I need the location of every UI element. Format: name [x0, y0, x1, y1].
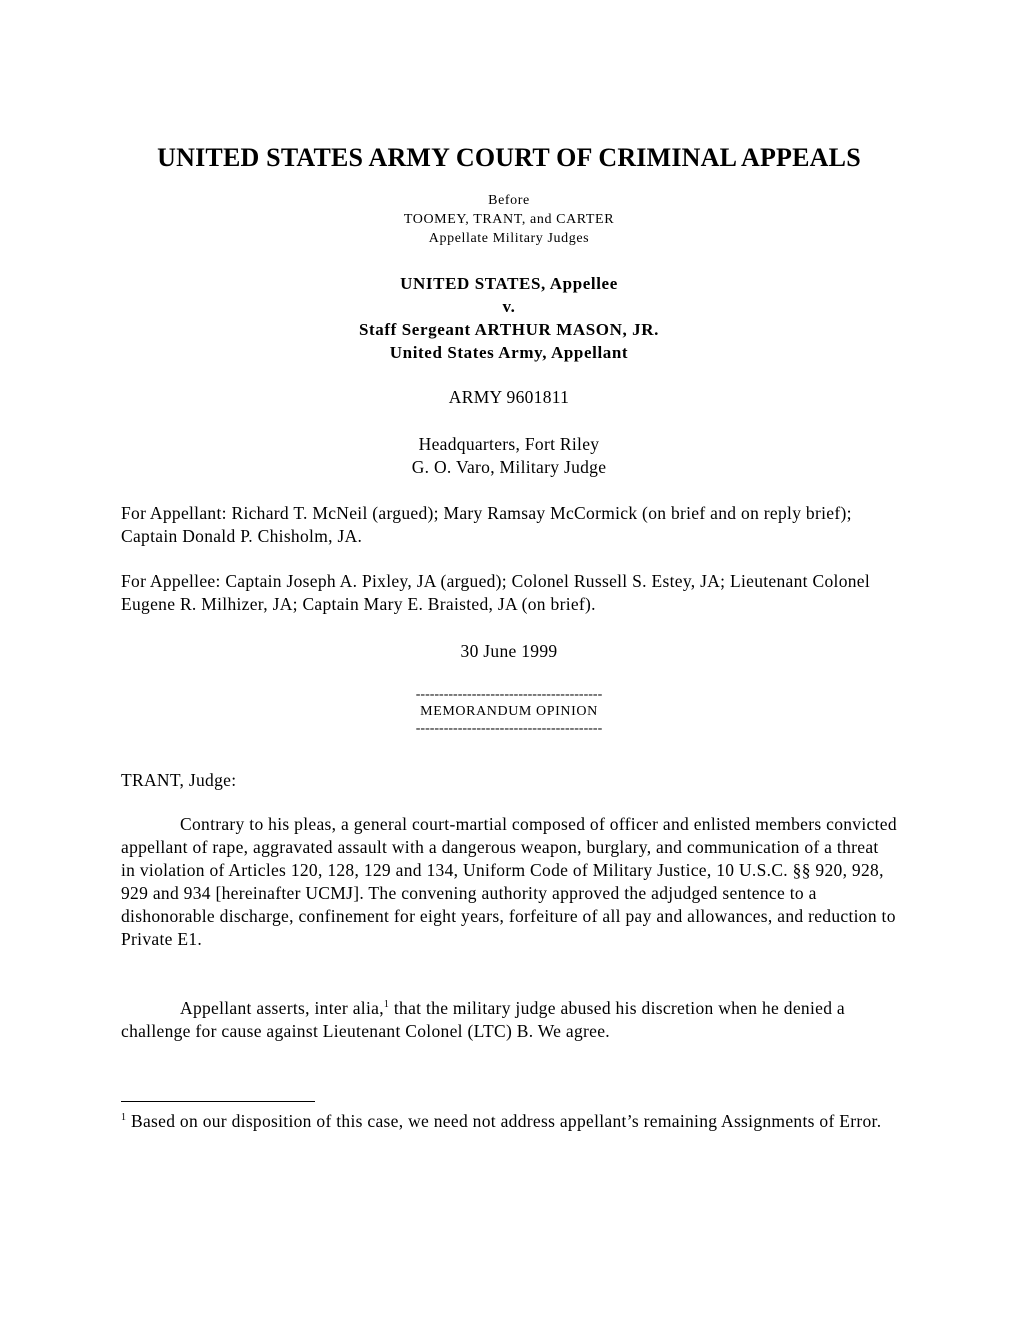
before-label: Before [488, 193, 530, 208]
trial-judge: G. O. Varo, Military Judge [411, 457, 607, 477]
court-title: UNITED STATES ARMY COURT OF CRIMINAL APPEALS [157, 143, 861, 172]
judges-names: TOOMEY, TRANT, and CARTER [403, 212, 615, 227]
paragraph-1: Contrary to his pleas, a general court-martial composed of officer and enlisted members convicted appellant of rape, aggravated assault with a dangerous weapon, burglary, and communication of a threat in violation of Articles 120, 128, 129 and 134, Uniform Code of Military Justice, 10 U.S.C. §§ 920, 928, 929 and 934 [hereinafter UCMJ]. The convening authority approved the adjudged sentence to a dishonorable discharge, confinement for eight years, forfeiture of all pay and allowances, and reduction to Private E1. [121, 814, 897, 949]
trial-location: Headquarters, Fort Riley [418, 434, 600, 454]
banner-rule-bottom: ---------------------------------------- [415, 721, 603, 736]
appellant-unit: United States Army, Appellant [389, 343, 629, 362]
footnote-ref[interactable]: 1 [383, 999, 390, 1011]
footnote-divider [121, 1101, 315, 1102]
footnote-text: Based on our disposition of this case, we need not address appellant’s remaining Assignments of Error. [126, 1111, 882, 1131]
footnote [121, 1110, 897, 1133]
opinion-banner [121, 687, 897, 737]
opinion-author: TRANT, Judge: [121, 770, 237, 790]
footnote-number: 1 [121, 1112, 127, 1124]
judges-title: Appellate Military Judges [428, 231, 590, 246]
paragraph-2-rest: that the military judge abused his discretion when he denied a challenge for cause against Lieutenant Colonel (LTC) B. We agree. [121, 998, 845, 1041]
appellee-line: UNITED STATES, Appellee [400, 274, 618, 293]
versus-line: v. [502, 297, 516, 316]
banner-rule-top: ---------------------------------------- [415, 687, 603, 702]
docket-number: ARMY 9601811 [448, 387, 570, 407]
trial-info [121, 433, 897, 479]
counsel-appellant: For Appellant: Richard T. McNeil (argued); Mary Ramsay McCormick (on brief and on reply brief); Captain Donald P. Chisholm, JA. [121, 503, 852, 546]
paragraph-2 [121, 997, 897, 1043]
decision-date: 30 June 1999 [460, 641, 558, 661]
paragraph-2-lead: Appellant asserts, inter alia, [180, 998, 384, 1018]
appellant-name: Staff Sergeant ARTHUR MASON, JR. [358, 320, 660, 339]
opinion-label: MEMORANDUM OPINION [420, 704, 598, 719]
case-caption [121, 272, 897, 364]
counsel-appellee: For Appellee: Captain Joseph A. Pixley, JA (argued); Colonel Russell S. Estey, JA; Lieutenant Colonel Eugene R. Milhizer, JA; Captain Mary E. Braisted, JA (on brief). [121, 571, 871, 614]
panel-block [121, 191, 897, 248]
